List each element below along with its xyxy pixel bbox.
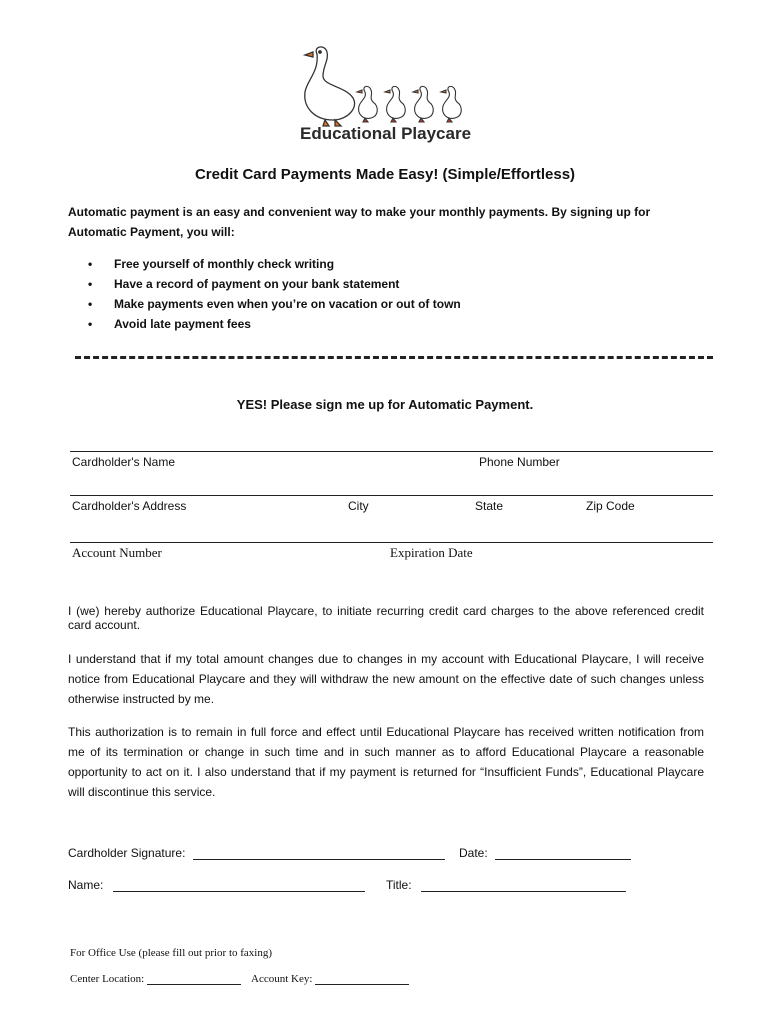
title-field[interactable] [421,877,626,892]
title-label: Title: [386,878,412,892]
account-line[interactable] [70,542,713,543]
page-title: Credit Card Payments Made Easy! (Simple/Effortless) [194,166,576,183]
logo-text: Educational Playcare [300,124,472,143]
date-field[interactable] [495,845,631,860]
benefits-list [88,254,461,334]
date-row [459,845,631,860]
office-use-note: For Office Use (please fill out prior to faxing) [70,947,273,959]
expiration-date-label: Expiration Date [390,545,473,560]
title-row [386,877,626,892]
cardholder-signature-label: Cardholder Signature: [68,846,186,860]
cardholder-name-label: Cardholder's Name [72,455,176,469]
authorization-paragraph-2: I understand that if my total amount changes due to changes in my account with Educational Playcare, I will receive notice from Educational Playcare and they will withdraw the new amount on the effective date of such changes unless otherwise instructed by me. [68,652,704,706]
center-location-field[interactable] [147,972,241,985]
zip-code-label: Zip Code [586,499,635,513]
list-item: • Free yourself of monthly check writing [88,254,461,274]
signature-row [68,845,445,860]
goose-mother-icon [305,47,355,126]
date-label: Date: [459,846,488,860]
address-line[interactable] [70,495,713,496]
account-key-label: Account Key: [251,973,313,985]
city-label: City [348,499,369,513]
cardholder-signature-field[interactable] [193,845,445,860]
name-row [68,877,365,892]
name-phone-line[interactable] [70,451,713,452]
account-number-label: Account Number [72,545,162,560]
list-item: • Avoid late payment fees [88,314,461,334]
center-location-row [70,972,241,985]
phone-number-label: Phone Number [479,455,560,469]
state-label: State [475,499,504,513]
authorization-paragraph-1: I (we) hereby authorize Educational Playcare, to initiate recurring credit card charges to the above referenced credit card account. [68,604,704,632]
account-key-row [251,972,409,985]
name-label: Name: [68,878,104,892]
account-key-field[interactable] [315,972,409,985]
cardholder-address-label: Cardholder's Address [72,499,187,513]
authorization-paragraph-3: This authorization is to remain in full force and effect until Educational Playcare has received written notification from me of its termination or change in such time and in such manner as to afford Educational Playcare a reasonable opportunity to act on it. I also understand that if my payment is returned for “Insufficient Funds”, Educational Playcare will discontinue this service. [68,725,704,799]
list-item: • Have a record of payment on your bank statement [88,274,461,294]
intro-text: Automatic payment is an easy and convenient way to make your monthly payments. By signing up for Automatic Payment, you will: [68,205,651,239]
center-location-label: Center Location: [70,973,145,985]
signup-heading: YES! Please sign me up for Automatic Payment. [236,397,534,412]
cut-line-divider [75,356,713,359]
name-field[interactable] [113,877,365,892]
list-item: • Make payments even when you’re on vacation or out of town [88,294,461,314]
ducklings-icon [357,86,461,122]
